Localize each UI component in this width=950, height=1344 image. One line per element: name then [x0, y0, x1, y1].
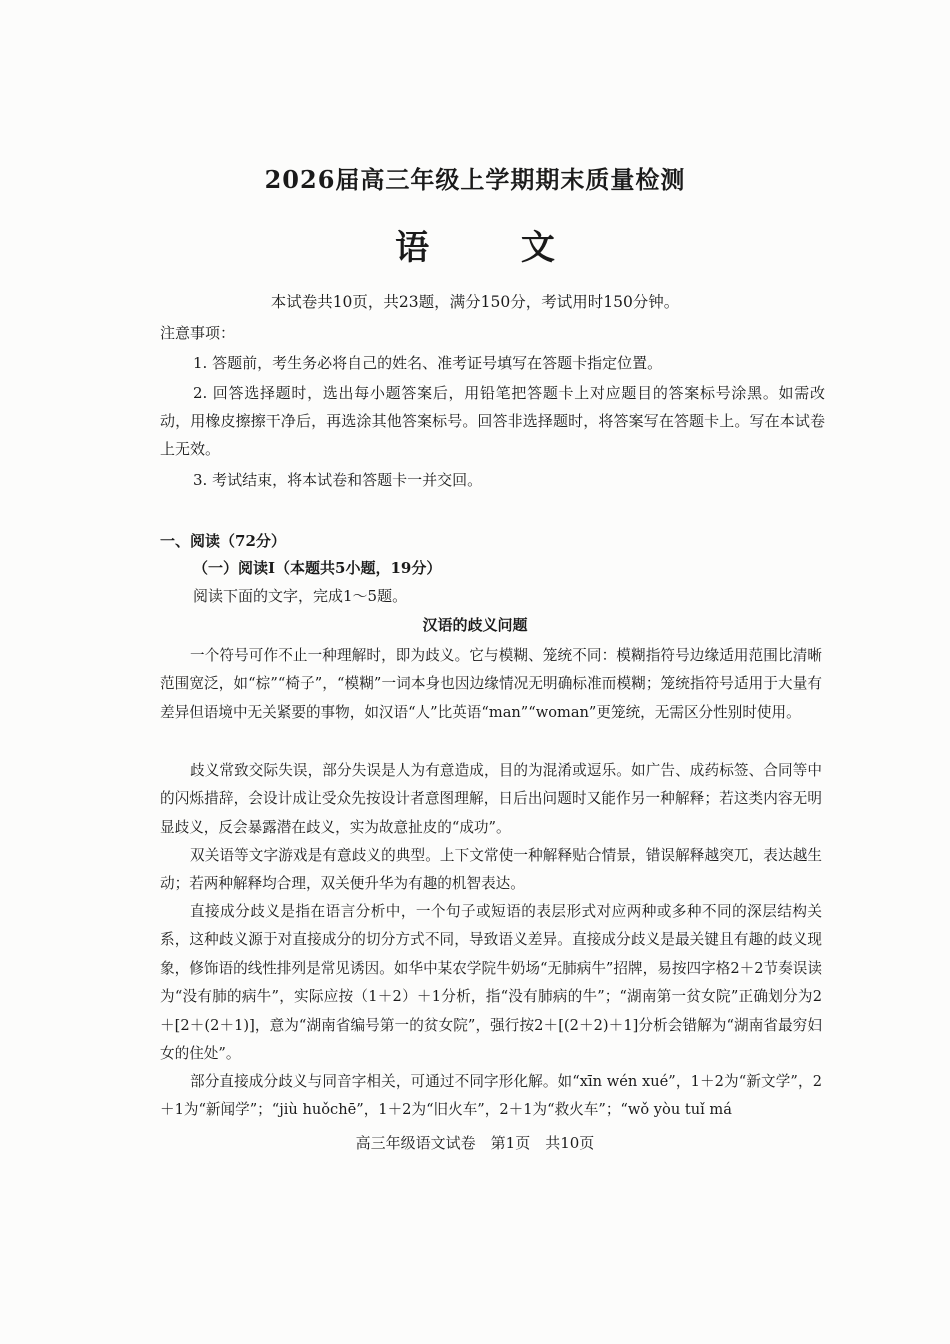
notice-item: 2. 回答选择题时，选出每小题答案后，用铅笔把答题卡上对应题目的答案标号涂黑。如需改动，用橡皮擦擦干净后，再选涂其他答案标号。回答非选择题时，将答案写在答题卡上。写在本试卷上无效。	[160, 384, 825, 458]
article-paragraph: 直接成分歧义是指在语言分析中，一个句子或短语的表层形式对应两种或多种不同的深层结构关系，这种歧义源于对直接成分的切分方式不同，导致语义差异。直接成分歧义是最关键且有趣的歧义现象，修饰语的线性排列是常见诱因。如华中某农学院牛奶场“无肺病牛”招牌，易按四字格2＋2节奏误读为“没有肺的病牛”，实际应按（1＋2）＋1分析，指“没有肺病的牛”；“湖南第一贫女院”正确划分为2＋[2＋(2＋1)]，意为“湖南省编号第一的贫女院”，强行按2＋[(2＋2)＋1]分析会错解为“湖南省最穷妇女的住处”。	[160, 903, 822, 1063]
article-paragraph: 歧义常致交际失误，部分失误是人为有意造成，目的为混淆或逗乐。如广告、成药标签、合同等中的闪烁措辞，会设计成让受众先按设计者意图理解，日后出问题时又能作另一种解释；若这类内容无明显歧义，反会暴露潜在歧义，实为故意扯皮的“成功”。	[160, 762, 822, 836]
section-heading: 一、阅读（72分）	[160, 532, 286, 550]
subsection-heading: （一）阅读Ⅰ（本题共5小题，19分）	[193, 559, 442, 577]
notice-item: 1. 答题前，考生务必将自己的姓名、准考证号填写在答题卡指定位置。	[193, 354, 663, 372]
notice-item: 3. 考试结束，将本试卷和答题卡一并交回。	[193, 471, 483, 489]
subject-title: 语 文	[395, 228, 595, 268]
article-paragraph: 一个符号可作不止一种理解时，即为歧义。它与模糊、笼统不同：模糊指符号边缘适用范围比清晰范围宽泛，如“棕”“椅子”，“模糊”一词本身也因边缘情况无明确标准而模糊；笼统指符号适用于大量有差异但语境中无关紧要的事物，如汉语“人”比英语“man”“woman”更笼统，无需区分性别时使用。	[160, 647, 822, 721]
exam-info: 本试卷共10页，共23题，满分150分，考试用时150分钟。	[270, 293, 680, 311]
page-footer: 高三年级语文试卷 第1页 共10页	[355, 1134, 595, 1152]
exam-title: 2026届高三年级上学期期末质量检测	[264, 165, 686, 194]
article-paragraph: 双关语等文字游戏是有意歧义的典型。上下文常使一种解释贴合情景，错误解释越突兀，表达越生动；若两种解释均合理，双关便升华为有趣的机智表达。	[160, 847, 822, 893]
article-title: 汉语的歧义问题	[422, 616, 528, 634]
article-paragraph: 部分直接成分歧义与同音字相关，可通过不同字形化解。如“xīn wén xué”，1＋2为“新文学”，2＋1为“新闻学”；“jiù huǒchē”，1＋2为“旧火车”，2＋1为“救火车”；“wǒ yòu tuǐ má	[160, 1073, 822, 1119]
notice-heading: 注意事项：	[160, 324, 236, 342]
reading-instruction: 阅读下面的文字，完成1～5题。	[193, 587, 408, 605]
